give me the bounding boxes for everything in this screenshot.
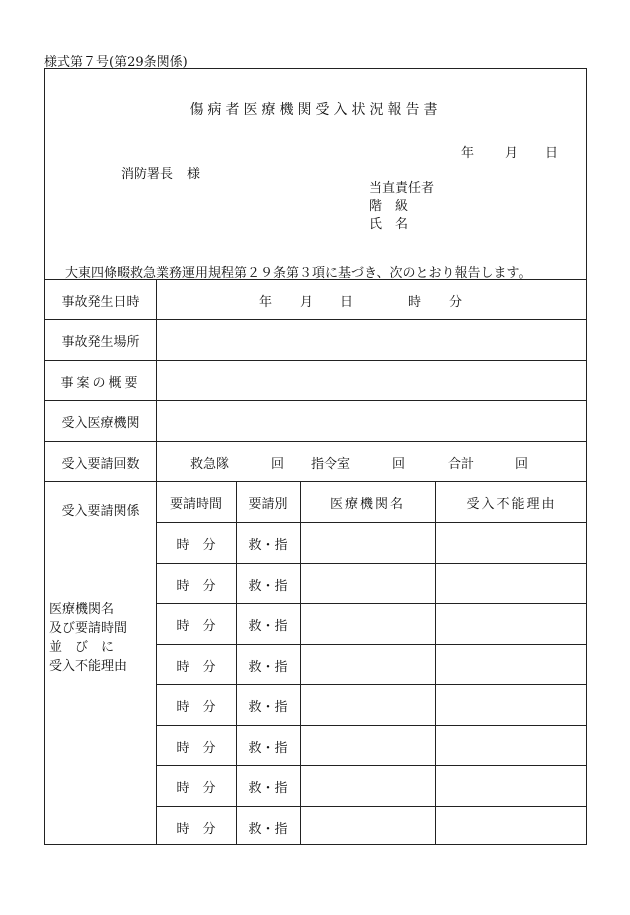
command-times: 回 [392, 457, 406, 472]
ambulance-label: 救急隊 [190, 457, 230, 472]
entry-type: 救・指 [248, 660, 288, 675]
incident-day: 日 [340, 295, 354, 310]
row-divider [156, 563, 586, 564]
case-summary-label: 事案の概要 [60, 376, 141, 391]
entry-type: 救・指 [248, 822, 288, 837]
form-number: 様式第７号(第29条関係) [44, 55, 188, 70]
preamble: 大東四條畷救急業務運用規程第２９条第３項に基づき、次のとおり報告します。 [65, 266, 532, 281]
officer-name: 氏 名 [369, 217, 409, 232]
incident-place-field[interactable] [157, 320, 587, 359]
report-form [44, 68, 587, 845]
header-hospital-name: 医療機関名 [329, 497, 405, 512]
officer-title: 当直責任者 [369, 181, 435, 196]
row-divider [156, 684, 586, 685]
date-year: 年 [461, 146, 475, 161]
officer-block [369, 180, 434, 234]
addressee-name: 消防署長 [121, 167, 174, 182]
receiving-hospital-label: 受入医療機関 [61, 416, 140, 431]
entry-time: 時 分 [176, 619, 216, 634]
incident-month: 月 [300, 295, 314, 310]
row-divider [45, 441, 586, 442]
entry-time: 時 分 [176, 781, 216, 796]
side-label-line: 及び要請時間 [49, 621, 128, 636]
entry-type: 救・指 [248, 538, 288, 553]
command-label: 指令室 [311, 457, 351, 472]
entry-type: 救・指 [248, 741, 288, 756]
row-divider [45, 279, 586, 280]
header-refusal-reason: 受入不能理由 [466, 497, 557, 512]
header-request-type: 要請別 [248, 497, 288, 512]
entry-time: 時 分 [176, 700, 216, 715]
entry-type: 救・指 [248, 781, 288, 796]
request-side-label [49, 600, 153, 676]
row-divider [45, 481, 586, 482]
receiving-hospital-field[interactable] [157, 401, 587, 440]
row-divider [156, 603, 586, 604]
column-divider [435, 481, 436, 845]
total-times: 回 [515, 457, 529, 472]
addressee [121, 163, 200, 182]
row-divider [156, 806, 586, 807]
incident-hour: 時 [408, 295, 422, 310]
total-label: 合計 [448, 457, 475, 472]
entry-time: 時 分 [176, 822, 216, 837]
entry-type: 救・指 [248, 700, 288, 715]
entry-time: 時 分 [176, 579, 216, 594]
ambulance-times: 回 [271, 457, 285, 472]
incident-year: 年 [259, 295, 273, 310]
incident-place-label: 事故発生場所 [61, 335, 140, 350]
request-section-label: 受入要請関係 [61, 504, 140, 519]
row-divider [156, 765, 586, 766]
column-divider [300, 481, 301, 845]
side-label-line: 並 び に [49, 640, 115, 655]
request-count-label: 受入要請回数 [61, 457, 140, 472]
officer-rank: 階 級 [369, 199, 409, 214]
incident-datetime-label: 事故発生日時 [61, 295, 140, 310]
side-label-line: 医療機関名 [49, 602, 115, 617]
side-label-line: 受入不能理由 [49, 659, 128, 674]
entry-type: 救・指 [248, 619, 288, 634]
entry-type: 救・指 [248, 579, 288, 594]
entry-time: 時 分 [176, 538, 216, 553]
row-divider [156, 522, 586, 523]
incident-minute: 分 [449, 295, 463, 310]
case-summary-field[interactable] [157, 361, 587, 399]
entry-time: 時 分 [176, 660, 216, 675]
date-month: 月 [505, 146, 519, 161]
entry-time: 時 分 [176, 741, 216, 756]
row-divider [156, 725, 586, 726]
header-request-time: 要請時間 [169, 497, 222, 512]
form-title: 傷病者医療機関受入状況報告書 [189, 102, 442, 118]
row-divider [156, 644, 586, 645]
date-day: 日 [545, 146, 559, 161]
addressee-honorific: 様 [187, 167, 201, 182]
